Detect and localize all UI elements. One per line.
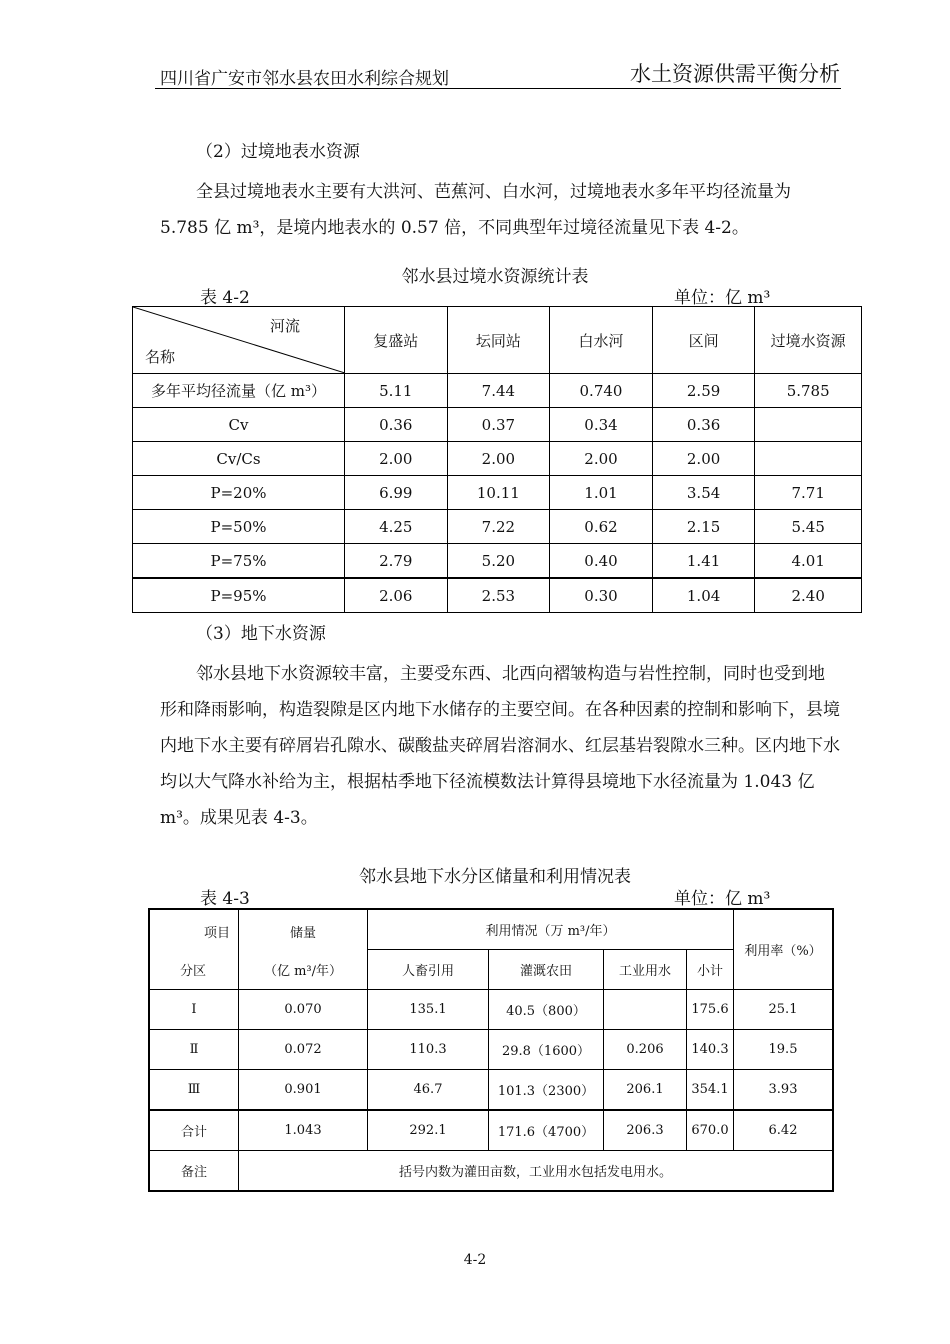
table-cell: 1.01 — [550, 476, 653, 510]
table-4-2-label: 表 4-2 — [200, 288, 250, 308]
table-cell: 2.00 — [550, 442, 653, 476]
table-row — [133, 578, 862, 613]
table-4-3-unit: 单位：亿 m³ — [674, 889, 771, 909]
table-row — [149, 990, 833, 1030]
table-cell: 171.6（4700） — [489, 1110, 604, 1151]
table-4-3-corner-cell — [149, 909, 239, 990]
table-cell: 0.070 — [239, 990, 368, 1030]
table-cell: 5.20 — [447, 544, 550, 579]
table-cell: 5.11 — [345, 374, 448, 408]
table-cell: 2.15 — [652, 510, 755, 544]
usage-column-header: 人畜引用 — [368, 950, 489, 990]
table-row-total — [149, 1110, 833, 1151]
column-header: 过境水资源 — [755, 307, 862, 374]
usage-header: 利用情况（万 m³/年） — [368, 909, 734, 950]
table-row — [133, 442, 862, 476]
table-row — [133, 408, 862, 442]
table-cell: 3.93 — [734, 1070, 834, 1111]
table-cell: 10.11 — [447, 476, 550, 510]
table-cell: 292.1 — [368, 1110, 489, 1151]
row-header: Cv — [133, 408, 345, 442]
header-rule — [155, 88, 841, 89]
row-header: P=20% — [133, 476, 345, 510]
table-cell: 2.59 — [652, 374, 755, 408]
table-4-2 — [132, 306, 862, 613]
table-row — [133, 510, 862, 544]
corner-label-item: 项目 — [203, 926, 230, 941]
storage-header: 储量 （亿 m³/年） — [239, 909, 368, 990]
table-cell: 206.3 — [604, 1110, 687, 1151]
table-cell: 140.3 — [687, 1030, 734, 1070]
table-cell: 2.00 — [447, 442, 550, 476]
table-cell: 670.0 — [687, 1110, 734, 1151]
zone-cell: Ⅲ — [149, 1070, 239, 1111]
rate-header: 利用率（%） — [734, 909, 834, 990]
table-cell: 0.30 — [550, 578, 653, 613]
table-cell: 0.34 — [550, 408, 653, 442]
table-4-3-label: 表 4-3 — [200, 889, 250, 909]
table-cell: 7.22 — [447, 510, 550, 544]
table-cell: 354.1 — [687, 1070, 734, 1111]
corner-label-zone: 分区 — [180, 964, 207, 979]
table-cell: 1.41 — [652, 544, 755, 579]
section-3-paragraph: 邻水县地下水资源较丰富，主要受东西、北西向褶皱构造与岩性控制，同时也受到地形和降雨影响，构造裂隙是区内地下水储存的主要空间。在各种因素的控制和影响下，县境内地下水主要有碎屑岩孔隙水、碳酸盐夹碎屑岩溶洞水、红层基岩裂隙水三种。区内地下水均以大气降水补给为主，根据枯季地下径流模数法计算得县境地下水径流量为 1.043 亿 m³。成果见表 4-3。 — [160, 664, 840, 828]
section-2-paragraph: 全县过境地表水主要有大洪河、芭蕉河、白水河，过境地表水多年平均径流量为 5.785 亿 m³，是境内地表水的 0.57 倍，不同典型年过境径流量见下表 4-2。 — [160, 182, 791, 238]
section-2-heading: （2）过境地表水资源 — [196, 142, 360, 162]
table-cell: 4.01 — [755, 544, 862, 579]
zone-cell: 合计 — [149, 1110, 239, 1151]
table-row-note — [149, 1151, 833, 1192]
row-header: P=75% — [133, 544, 345, 579]
table-cell: 1.04 — [652, 578, 755, 613]
corner-label-river: 河流 — [269, 317, 300, 335]
table-cell: 0.072 — [239, 1030, 368, 1070]
column-header: 白水河 — [550, 307, 653, 374]
column-header: 坛同站 — [447, 307, 550, 374]
table-cell: 19.5 — [734, 1030, 834, 1070]
header-chapter-title: 水土资源供需平衡分析 — [630, 62, 840, 86]
table-cell — [755, 442, 862, 476]
usage-column-header: 小计 — [687, 950, 734, 990]
table-cell: 0.62 — [550, 510, 653, 544]
table-cell: 0.740 — [550, 374, 653, 408]
table-cell: 25.1 — [734, 990, 834, 1030]
row-header: Cv/Cs — [133, 442, 345, 476]
table-cell: 0.901 — [239, 1070, 368, 1111]
table-cell: 101.3（2300） — [489, 1070, 604, 1111]
table-cell: 0.36 — [652, 408, 755, 442]
table-cell: 5.45 — [755, 510, 862, 544]
table-row — [133, 544, 862, 579]
table-4-2-corner-cell — [133, 307, 345, 374]
table-cell: 6.42 — [734, 1110, 834, 1151]
table-cell: 40.5（800） — [489, 990, 604, 1030]
table-cell: 46.7 — [368, 1070, 489, 1111]
table-cell: 175.6 — [687, 990, 734, 1030]
table-cell: 29.8（1600） — [489, 1030, 604, 1070]
section-3-heading: （3）地下水资源 — [196, 624, 326, 644]
corner-label-name: 名称 — [145, 348, 176, 366]
table-row — [149, 1070, 833, 1111]
table-cell: 2.40 — [755, 578, 862, 613]
table-cell: 1.043 — [239, 1110, 368, 1151]
table-cell: 6.99 — [345, 476, 448, 510]
table-cell: 2.06 — [345, 578, 448, 613]
table-cell: 0.36 — [345, 408, 448, 442]
note-text: 括号内数为灌田亩数，工业用水包括发电用水。 — [239, 1151, 834, 1192]
table-4-3 — [148, 908, 834, 1192]
table-cell: 3.54 — [652, 476, 755, 510]
table-cell — [755, 408, 862, 442]
table-row — [149, 1030, 833, 1070]
column-header: 区间 — [652, 307, 755, 374]
table-4-2-title: 邻水县过境水资源统计表 — [401, 267, 589, 287]
table-cell: 2.79 — [345, 544, 448, 579]
table-cell: 7.71 — [755, 476, 862, 510]
table-cell: 0.37 — [447, 408, 550, 442]
header-document-title: 四川省广安市邻水县农田水利综合规划 — [160, 69, 449, 89]
table-cell: 110.3 — [368, 1030, 489, 1070]
row-header: P=50% — [133, 510, 345, 544]
usage-column-header: 工业用水 — [604, 950, 687, 990]
table-cell — [604, 990, 687, 1030]
table-row — [133, 374, 862, 408]
table-cell: 135.1 — [368, 990, 489, 1030]
table-cell: 2.00 — [652, 442, 755, 476]
table-cell: 0.206 — [604, 1030, 687, 1070]
table-4-2-unit: 单位：亿 m³ — [674, 288, 771, 308]
column-header: 复盛站 — [345, 307, 448, 374]
table-4-3-title: 邻水县地下水分区储量和利用情况表 — [359, 867, 631, 887]
table-cell: 2.00 — [345, 442, 448, 476]
table-cell: 5.785 — [755, 374, 862, 408]
note-label: 备注 — [149, 1151, 239, 1192]
page-number: 4-2 — [463, 1252, 487, 1268]
zone-cell: Ⅰ — [149, 990, 239, 1030]
table-cell: 7.44 — [447, 374, 550, 408]
table-cell: 0.40 — [550, 544, 653, 579]
row-header: P=95% — [133, 578, 345, 613]
table-cell: 2.53 — [447, 578, 550, 613]
row-header: 多年平均径流量（亿 m³） — [133, 374, 345, 408]
table-cell: 206.1 — [604, 1070, 687, 1111]
zone-cell: Ⅱ — [149, 1030, 239, 1070]
table-cell: 4.25 — [345, 510, 448, 544]
table-row — [133, 476, 862, 510]
usage-column-header: 灌溉农田 — [489, 950, 604, 990]
